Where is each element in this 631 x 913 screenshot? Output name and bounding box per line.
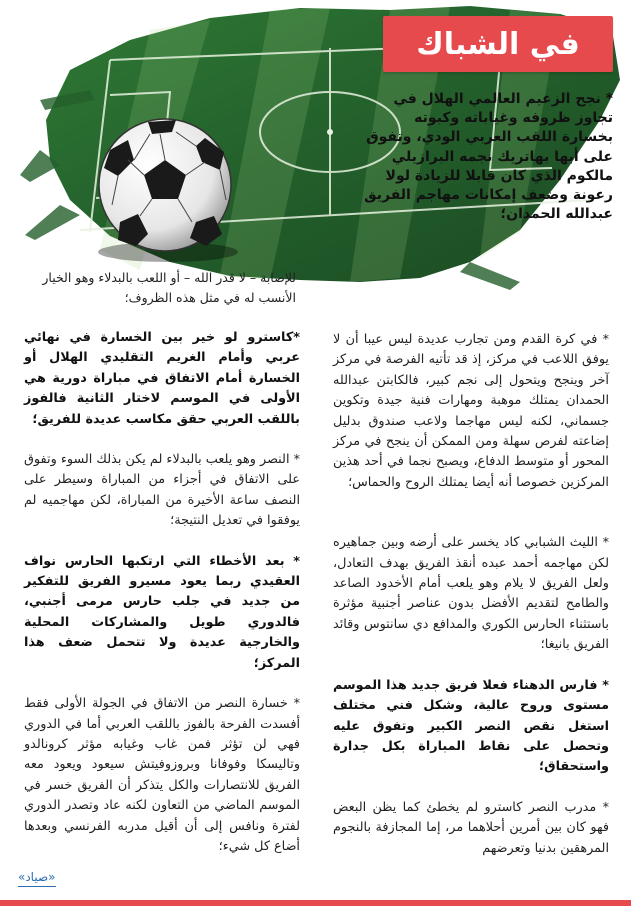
paragraph-bold: *كاسترو لو خير بين الخسارة في نهائي عربي وأمام الغريم التقليدي الهلال أو الخسارة أمام الاتفاق في مباراة دورية هي الأولى في الموسم لاختار الثانية فالفوز باللقب العربي حقق مكاسب عديدة للفريق؛: [24, 330, 300, 427]
paragraph: * مدرب النصر كاسترو لم يخطئ كما يظن البعض فهو كان بين أمرين أحلاهما مر، إما المجازفة بالنجوم المرهقين بدنيا وتعرضهم: [333, 799, 609, 856]
article-column-right: [333, 330, 609, 865]
paragraph-bold: * فارس الدهناء فعلا فريق جديد هذا الموسم مستوى وروح عالية، وشكل فني مختلف استغل نقص النصر الكبير وتفوق عليه وتحصل على نقاط المباراة بكل جدارة واستحقاق؛: [333, 677, 609, 775]
paragraph: * الليث الشبابي كاد يخسر على أرضه وبين جماهيره لكن مهاجمه أحمد عبده أنقذ الفريق بهدف التعادل، ولعل الفريق لا يلام وهو يلعب أمام الأخدود الصاعد والطامح لتقديم الأفضل بدون عناصر أجنبية مؤثرة باستثناء الحارس الكوري والمدافع دي سانتوس وقائد الفريق بانيغا؛: [333, 535, 609, 653]
paragraph: * في كرة القدم ومن تجارب عديدة ليس عيبا أن لا يوفق اللاعب في مركز، إذ قد تأتيه الفرصة في مركز آخر وينجح ويتحول إلى نجم كبير، فالكابتن عبدالله الحمدان يمتلك موهبة ومهارات فنية جيدة وتكوين جسماني، لكنه ليس مهاجما ولاعب صندوق بدليل إضاعته لفرص سهلة ومن الممكن أن ينجح في مركز المحور أو متوسط الدفاع، ويصبح نجما في أحد هذين المركزين خصوصا أنه أيضا يمتلك الروح والحماس؛: [333, 332, 609, 490]
paragraph: * خسارة النصر من الاتفاق في الجولة الأولى فقط أفسدت الفرحة بالفوز باللقب العربي أما في الدوري فهي لن تؤثر فمن غاب وغيابه مؤثر كرونالدو وتاليسكا وفوفانا وبروزوفيتش سيعود ويعود معه الفريق للانتصارات والكل يتذكر أن الفريق خسر في الموسم الماضي من التعاون لكنه عاد وتصدر الدوري لفترة ونافس إلى أن أقيل مدربه الفرنسي وبعدها أضاع كل شيء؛: [24, 696, 300, 854]
article-column-left: [24, 328, 300, 877]
intro-text: الزعيم العالمي الهلال في تجاوز ظروفه وغياباته وكبوته بخسارة اللقب العربي الودي، وتفوق على أبها بهاتريك نجمه البرازيلي مالكوم الذي كان قابلا للزيادة لولا رعونة وضعف إمكانات مهاجم الفريق عبدالله الحمدان؛: [364, 91, 613, 223]
section-title: في الشباك: [416, 26, 580, 62]
intro-paragraph: [363, 90, 613, 224]
intro-bullet: * نجح: [575, 91, 613, 107]
bottom-divider: [0, 900, 631, 906]
paragraph: * النصر وهو يلعب بالبدلاء لم يكن بذلك السوء وتفوق على الاتفاق في أجزاء من المباراة وسيطر على النصف ساعة الأخيرة من المباراة، لكن مهاجميه لم يوفقوا في تعديل النتيجة؛: [24, 452, 300, 529]
paragraph-bold: * بعد الأخطاء التي ارتكبها الحارس نواف العقيدي ربما يعود مسيرو الفريق للتفكير من جديد في جلب حارس مرمى أجنبي، فالدوري طويل والمشاركات المحلية والخارجية عديدة ولا تتحمل ضعف هذا المركز؛: [24, 553, 300, 671]
source-credit: «صياد»: [18, 870, 56, 887]
intro-continuation: للإصابة – لا قدر الله – أو اللعب بالبدلاء وهو الخيار الأنسب له في مثل هذه الظروف؛: [42, 270, 296, 305]
section-title-banner: [383, 16, 613, 72]
